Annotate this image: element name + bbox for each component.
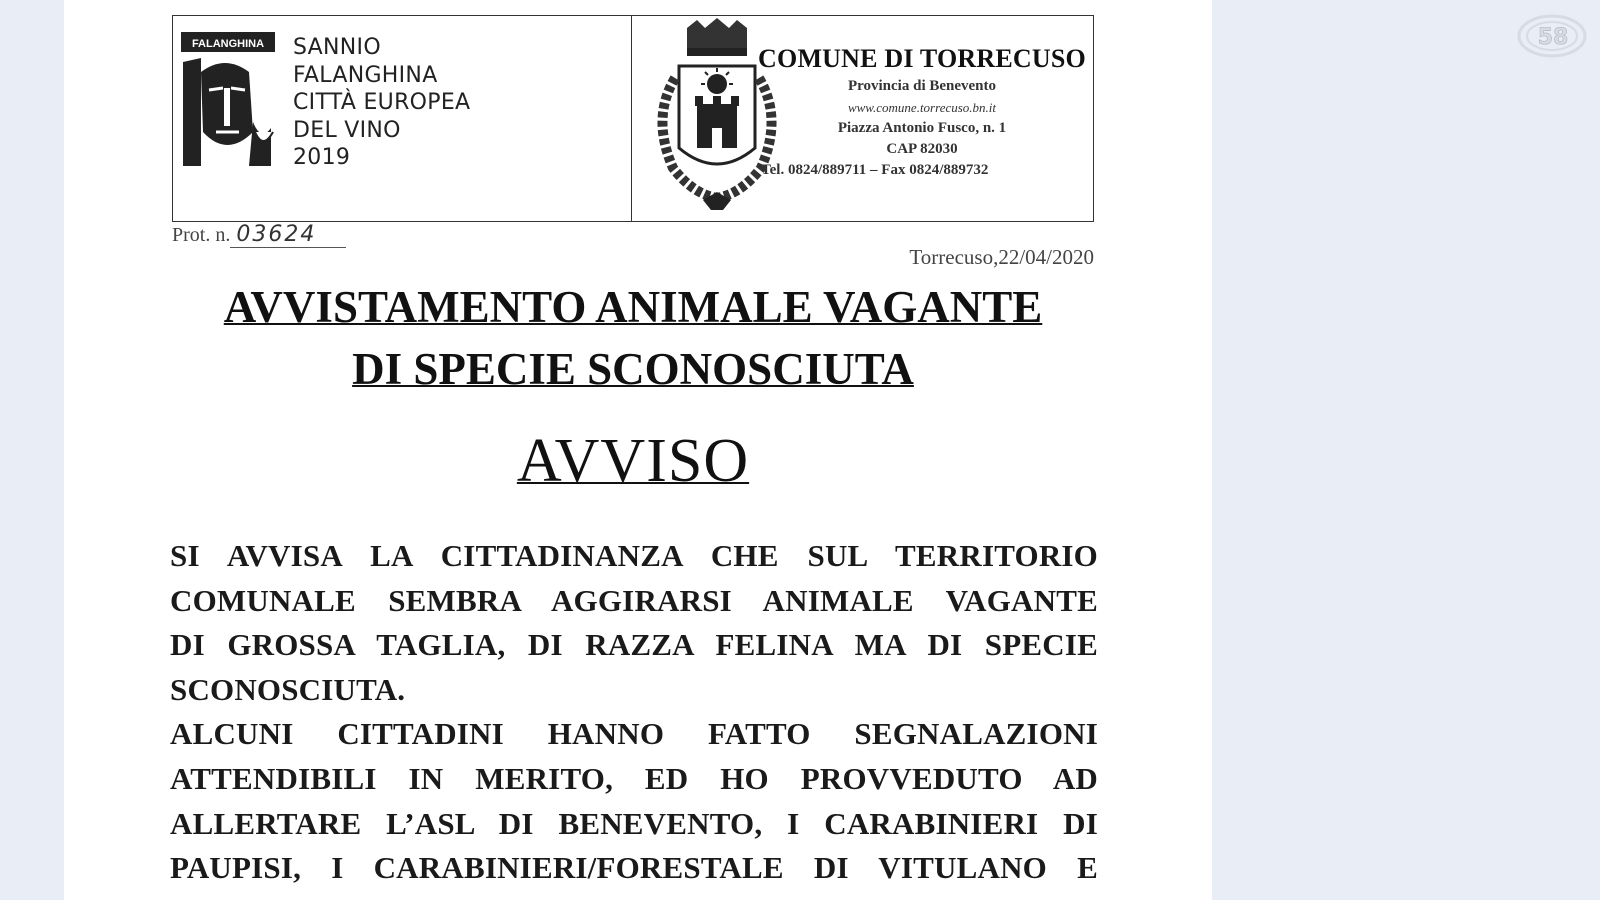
body-line: PAUPISI, I CARABINIERI/FORESTALE DI VITULANO E [170,850,1098,886]
address-line: Piazza Antonio Fusco, n. 1 [837,120,1007,136]
notice-heading [172,426,1094,497]
notice-title-line: DI SPECIE SCONOSCIUTA [352,344,914,394]
body-line: COMUNALE SEMBRA AGGIRARSI ANIMALE VAGANTE [170,582,1098,618]
badge-text: 58 [1537,25,1569,50]
province-line: Provincia di Benevento [847,78,997,94]
letterhead [172,15,1094,222]
municipality-details [749,76,1095,181]
place-date: Torrecuso,22/04/2020 [909,245,1094,269]
protocol-value: 03624 [230,222,346,248]
wine-city-line: SANNIO [293,35,381,60]
sannio-falanghina-logo [181,32,275,166]
wine-city-line: CITTÀ EUROPEA [293,90,471,115]
body-line: ALLERTARE L’ASL DI BENEVENTO, I CARABINIERI DI [170,805,1098,841]
notice-title-line: AVVISTAMENTO ANIMALE VAGANTE [223,282,1043,332]
phone-fax-line: Tel. 0824/889711 – Fax 0824/889732 [761,162,989,178]
wine-city-text [293,34,470,172]
body-line: ATTENDIBILI IN MERITO, ED HO PROVVEDUTO AD [170,760,1098,796]
body-line: SCONOSCIUTA. [170,671,406,707]
municipality-name: COMUNE DI TORRECUSO [758,44,1086,73]
wine-city-line: DEL VINO [293,117,401,143]
protocol-label: Prot. n. [172,224,231,246]
body-line: ALCUNI CITTADINI HANNO FATTO SEGNALAZIONI [170,716,1098,752]
channel-58-logo-icon [1516,12,1588,60]
body-line: DI GROSSA TAGLIA, DI RAZZA FELINA MA DI SPECIE [170,627,1098,663]
wine-city-line: FALANGHINA [293,62,438,88]
notice-body [170,534,1098,891]
wine-city-line: 2019 [293,145,351,170]
logo-tag-text: FALANGHINA [191,38,265,50]
notice-title [172,276,1094,400]
protocol-number [172,222,346,248]
avviso-heading: AVVISO [516,427,750,495]
postcode-line: CAP 82030 [886,141,958,157]
letterhead-divider [631,16,632,221]
document-page [64,0,1212,900]
website-line: www.comune.torrecuso.bn.it [847,100,997,115]
body-line: SI AVVISA LA CITTADINANZA CHE SUL TERRITORIO [170,538,1098,573]
